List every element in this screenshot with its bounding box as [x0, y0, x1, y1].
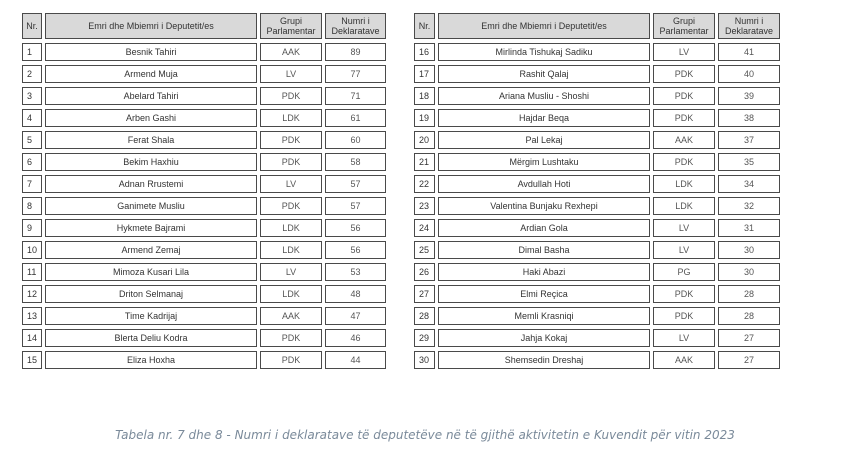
table-row	[22, 263, 386, 281]
count: 47	[325, 307, 386, 325]
header-name: Emri dhe Mbiemri i Deputetit/es	[438, 13, 650, 39]
row-number: 3	[22, 87, 42, 105]
party: AAK	[260, 307, 322, 325]
count: 37	[718, 131, 780, 149]
row-number: 18	[414, 87, 435, 105]
count: 27	[718, 329, 780, 347]
deputy-name: Memli Krasniqi	[438, 307, 650, 325]
party: LV	[260, 175, 322, 193]
row-number: 24	[414, 219, 435, 237]
count: 71	[325, 87, 386, 105]
table-row	[22, 351, 386, 369]
deputy-name: Ardian Gola	[438, 219, 650, 237]
table-row	[414, 175, 780, 193]
deputy-name: Hajdar Beqa	[438, 109, 650, 127]
row-number: 21	[414, 153, 435, 171]
table-row	[414, 153, 780, 171]
party: PDK	[260, 329, 322, 347]
table-row	[22, 131, 386, 149]
count: 39	[718, 87, 780, 105]
deputy-name: Shemsedin Dreshaj	[438, 351, 650, 369]
deputy-name: Hykmete Bajrami	[45, 219, 257, 237]
deputy-name: Avdullah Hoti	[438, 175, 650, 193]
table-row	[22, 307, 386, 325]
header-nr: Nr.	[414, 13, 435, 39]
count: 30	[718, 263, 780, 281]
header-count: Numri i Deklaratave	[718, 13, 780, 39]
count: 57	[325, 197, 386, 215]
row-number: 8	[22, 197, 42, 215]
table-row	[414, 285, 780, 303]
table-header-row	[414, 13, 780, 39]
deputy-name: Mimoza Kusari Lila	[45, 263, 257, 281]
row-number: 4	[22, 109, 42, 127]
deputy-name: Abelard Tahiri	[45, 87, 257, 105]
table-row	[414, 87, 780, 105]
table-row	[414, 131, 780, 149]
deputy-name: Rashit Qalaj	[438, 65, 650, 83]
count: 77	[325, 65, 386, 83]
deputy-name: Blerta Deliu Kodra	[45, 329, 257, 347]
count: 40	[718, 65, 780, 83]
count: 58	[325, 153, 386, 171]
table-left	[19, 9, 389, 373]
party: LDK	[653, 197, 715, 215]
deputy-name: Arben Gashi	[45, 109, 257, 127]
count: 56	[325, 241, 386, 259]
party: AAK	[653, 131, 715, 149]
deputy-name: Mërgim Lushtaku	[438, 153, 650, 171]
party: PDK	[653, 65, 715, 83]
row-number: 15	[22, 351, 42, 369]
deputy-name: Time Kadrijaj	[45, 307, 257, 325]
count: 38	[718, 109, 780, 127]
deputy-name: Elmi Reçica	[438, 285, 650, 303]
party: LDK	[260, 109, 322, 127]
deputy-name: Valentina Bunjaku Rexhepi	[438, 197, 650, 215]
count: 46	[325, 329, 386, 347]
row-number: 12	[22, 285, 42, 303]
table-row	[22, 219, 386, 237]
row-number: 22	[414, 175, 435, 193]
table-right	[411, 9, 783, 373]
deputy-name: Armend Zemaj	[45, 241, 257, 259]
table-row	[22, 109, 386, 127]
count: 35	[718, 153, 780, 171]
party: PDK	[260, 153, 322, 171]
count: 28	[718, 285, 780, 303]
table-row	[414, 219, 780, 237]
table-header-row	[22, 13, 386, 39]
deputy-name: Besnik Tahiri	[45, 43, 257, 61]
party: LDK	[653, 175, 715, 193]
count: 41	[718, 43, 780, 61]
party: PDK	[653, 153, 715, 171]
row-number: 13	[22, 307, 42, 325]
count: 30	[718, 241, 780, 259]
count: 53	[325, 263, 386, 281]
header-group: Grupi Parlamentar	[653, 13, 715, 39]
table-row	[22, 241, 386, 259]
row-number: 30	[414, 351, 435, 369]
deputy-name: Dimal Basha	[438, 241, 650, 259]
count: 44	[325, 351, 386, 369]
row-number: 27	[414, 285, 435, 303]
party: PDK	[260, 131, 322, 149]
row-number: 6	[22, 153, 42, 171]
table-row	[414, 263, 780, 281]
table-left-body	[22, 13, 386, 369]
party: PDK	[653, 87, 715, 105]
row-number: 29	[414, 329, 435, 347]
deputy-name: Driton Selmanaj	[45, 285, 257, 303]
table-row	[22, 285, 386, 303]
row-number: 9	[22, 219, 42, 237]
row-number: 19	[414, 109, 435, 127]
deputy-name: Ariana Musliu - Shoshi	[438, 87, 650, 105]
deputy-name: Eliza Hoxha	[45, 351, 257, 369]
party: PDK	[653, 307, 715, 325]
table-row	[414, 43, 780, 61]
table-row	[22, 65, 386, 83]
row-number: 16	[414, 43, 435, 61]
table-row	[414, 329, 780, 347]
table-row	[22, 87, 386, 105]
party: PDK	[653, 109, 715, 127]
row-number: 1	[22, 43, 42, 61]
table-row	[22, 329, 386, 347]
party: PDK	[260, 351, 322, 369]
count: 89	[325, 43, 386, 61]
party: LV	[260, 65, 322, 83]
party: AAK	[260, 43, 322, 61]
row-number: 11	[22, 263, 42, 281]
table-row	[414, 241, 780, 259]
header-group: Grupi Parlamentar	[260, 13, 322, 39]
count: 34	[718, 175, 780, 193]
table-row	[414, 351, 780, 369]
deputy-name: Jahja Kokaj	[438, 329, 650, 347]
table-row	[22, 197, 386, 215]
count: 31	[718, 219, 780, 237]
table-right-body	[414, 13, 780, 369]
count: 60	[325, 131, 386, 149]
table-row	[414, 197, 780, 215]
deputy-name: Adnan Rrustemi	[45, 175, 257, 193]
row-number: 10	[22, 241, 42, 259]
table-row	[22, 153, 386, 171]
table-caption: Tabela nr. 7 dhe 8 - Numri i deklaratave të deputetëve në të gjithë aktivitetin e Kuvendit për vitin 2023	[115, 428, 735, 442]
deputy-name: Pal Lekaj	[438, 131, 650, 149]
row-number: 20	[414, 131, 435, 149]
count: 27	[718, 351, 780, 369]
deputy-name: Ferat Shala	[45, 131, 257, 149]
row-number: 5	[22, 131, 42, 149]
deputy-name: Mirlinda Tishukaj Sadiku	[438, 43, 650, 61]
party: LDK	[260, 219, 322, 237]
count: 56	[325, 219, 386, 237]
table-row	[22, 175, 386, 193]
header-nr: Nr.	[22, 13, 42, 39]
row-number: 2	[22, 65, 42, 83]
count: 32	[718, 197, 780, 215]
table-row	[22, 43, 386, 61]
row-number: 17	[414, 65, 435, 83]
row-number: 14	[22, 329, 42, 347]
party: PDK	[260, 197, 322, 215]
header-count: Numri i Deklaratave	[325, 13, 386, 39]
party: LDK	[260, 285, 322, 303]
count: 57	[325, 175, 386, 193]
count: 61	[325, 109, 386, 127]
party: AAK	[653, 351, 715, 369]
row-number: 28	[414, 307, 435, 325]
party: LV	[260, 263, 322, 281]
party: LV	[653, 241, 715, 259]
row-number: 26	[414, 263, 435, 281]
deputy-name: Bekim Haxhiu	[45, 153, 257, 171]
deputy-name: Ganimete Musliu	[45, 197, 257, 215]
party: PG	[653, 263, 715, 281]
party: LV	[653, 43, 715, 61]
party: PDK	[653, 285, 715, 303]
row-number: 23	[414, 197, 435, 215]
row-number: 7	[22, 175, 42, 193]
deputy-name: Haki Abazi	[438, 263, 650, 281]
row-number: 25	[414, 241, 435, 259]
party: LV	[653, 219, 715, 237]
table-row	[414, 109, 780, 127]
party: PDK	[260, 87, 322, 105]
party: LDK	[260, 241, 322, 259]
count: 48	[325, 285, 386, 303]
count: 28	[718, 307, 780, 325]
table-row	[414, 307, 780, 325]
table-row	[414, 65, 780, 83]
party: LV	[653, 329, 715, 347]
header-name: Emri dhe Mbiemri i Deputetit/es	[45, 13, 257, 39]
deputy-name: Armend Muja	[45, 65, 257, 83]
